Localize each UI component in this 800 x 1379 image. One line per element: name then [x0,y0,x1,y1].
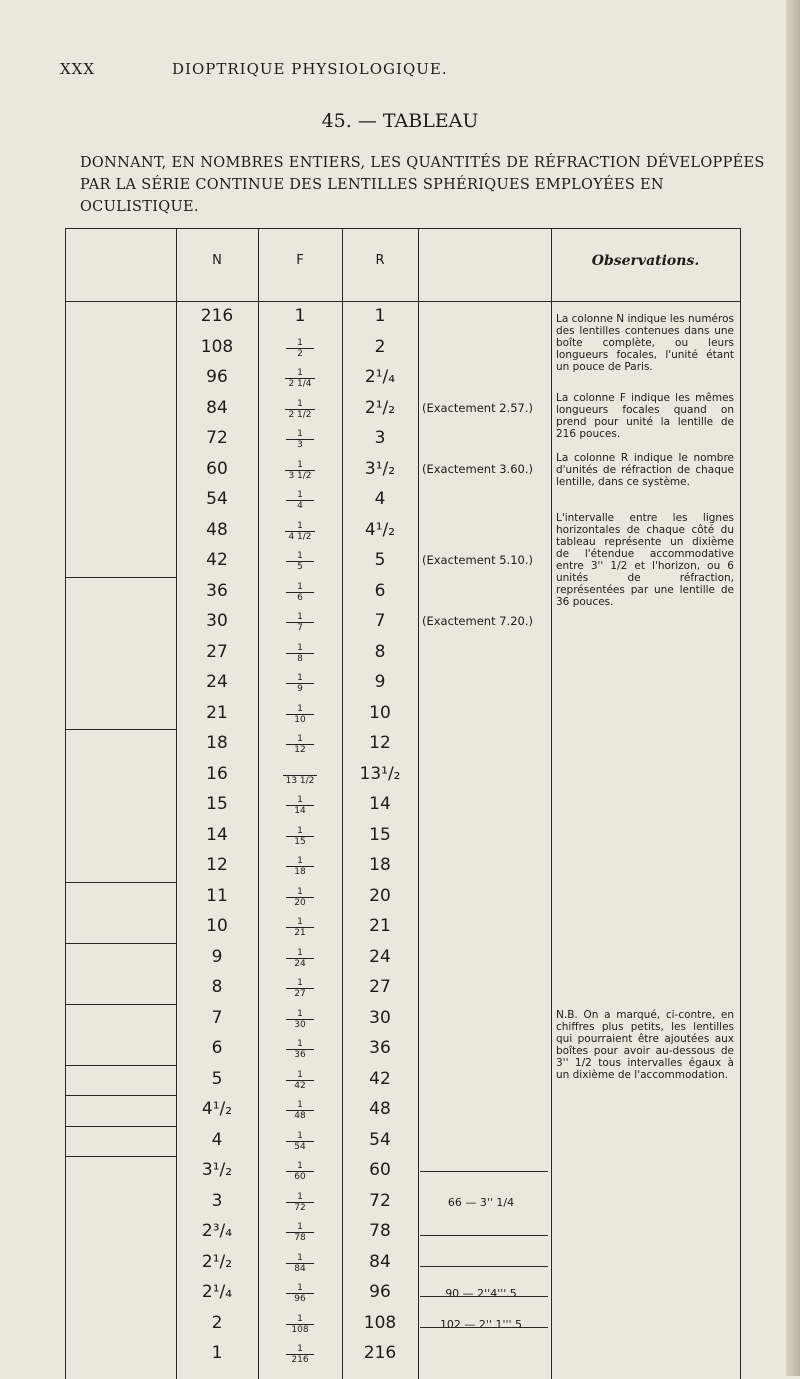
n-value: 2¹/₄ [201,1282,233,1302]
f-numerator: 1 [297,1039,303,1049]
f-numerator: 1 [297,642,303,653]
f-value [270,612,330,633]
n-value: 12 [206,855,228,875]
f-numerator: 1 [297,520,303,531]
n-value: 3¹/₂ [201,1160,233,1180]
f-numerator: 1 [297,1222,303,1232]
r-value: 4 [374,489,386,509]
n-value: 48 [206,519,228,540]
f-numerator: 1 [297,459,303,470]
exact-note: (Exactement 3.60.) [422,461,533,476]
n-value: 1 [211,1343,223,1363]
header-rule [66,301,740,302]
interval-rule [66,943,176,944]
f-value [270,826,330,847]
f-denominator: 13 1/2 [283,775,318,786]
interval-rule [66,577,176,578]
f-value [270,734,330,755]
f-numerator: 1 [297,703,303,714]
f-denominator: 6 [286,592,314,603]
r-value: 78 [369,1221,391,1241]
r-value: 72 [369,1190,391,1211]
n-value: 108 [200,336,234,357]
f-value [270,948,330,969]
accommodation-note: 90 — 2''4'''.5 [445,1287,517,1300]
f-numerator: 1 [297,886,303,897]
r-value: 36 [369,1038,391,1058]
interval-rule [420,1171,548,1172]
f-numerator: 1 [297,1252,303,1263]
f-value [270,917,330,938]
f-value [270,1222,330,1243]
interval-rule [66,1065,176,1066]
n-value: 11 [206,885,228,906]
f-denominator: 14 [286,805,314,816]
f-numerator: 1 [297,1161,303,1171]
f-numerator: 1 [297,612,303,622]
f-numerator: 1 [297,1130,303,1141]
interval-rule [420,1296,548,1297]
n-value: 16 [206,763,228,784]
f-denominator: 12 [286,744,314,755]
f-value [270,795,330,816]
f-numerator: 1 [297,1100,303,1110]
table-subtitle: DONNANT, EN NOMBRES ENTIERS, LES QUANTITÉS DE RÉFRACTION DÉVELOPPÉES PAR LA SÉRIE CONTINUE DES LENTILLES SPHÉRIQUES EMPLOYÉES EN OCULISTIQUE. [80,155,765,215]
r-value: 8 [374,641,386,662]
f-value [270,368,330,389]
f-numerator: 1 [297,429,303,439]
n-value: 24 [206,672,228,692]
f-denominator: 2 1/4 [285,378,314,389]
f-denominator: 78 [286,1232,314,1243]
n-value: 60 [206,458,228,479]
r-value: 5 [374,550,386,570]
r-value: 12 [369,733,391,753]
f-value [270,1344,330,1365]
f-numerator: 1 [297,917,303,927]
n-value: 42 [206,550,228,570]
f-denominator: 36 [286,1049,314,1060]
r-value: 42 [369,1068,391,1089]
accommodation-note: 66 — 3'' 1/4 [447,1195,515,1209]
r-value: 2¹/₄ [364,367,396,387]
interval-rule [66,1156,176,1157]
f-denominator: 15 [286,836,314,847]
column-divider [258,229,259,1379]
f-denominator: 20 [286,897,314,908]
f-denominator: 30 [286,1019,314,1030]
r-value: 7 [374,611,386,631]
r-value: 15 [369,824,391,845]
header-n: N [212,253,222,268]
column-divider [551,229,552,1379]
r-value: 13¹/₂ [359,763,401,784]
r-value: 9 [374,672,386,692]
f-value [270,1283,330,1304]
observation-n: La colonne N indique les numéros des lentilles contenues dans une boîte complète, ou leurs longueurs focales, l'unité étant un pouce de Paris. [556,313,734,373]
n-value: 21 [206,702,228,723]
n-value: 18 [206,733,228,753]
f-value [270,643,330,664]
interval-rule [66,1126,176,1127]
interval-rule [420,1235,548,1236]
r-value: 18 [369,855,391,875]
header-observations: Observations. [591,253,700,269]
f-numerator: 1 [297,734,303,744]
n-value: 5 [211,1068,223,1089]
n-value: 10 [206,916,228,936]
r-value: 24 [369,946,391,967]
n-value: 54 [206,489,228,509]
f-value [270,1009,330,1030]
f-denominator: 27 [286,988,314,999]
n-value: 36 [206,580,228,601]
r-value: 27 [369,977,391,997]
f-denominator: 96 [286,1293,314,1304]
n-value: 6 [211,1038,223,1058]
r-value: 60 [369,1160,391,1180]
n-value: 96 [206,367,228,387]
r-value: 96 [369,1282,391,1302]
n-value: 8 [211,977,223,997]
f-denominator: 108 [286,1324,314,1335]
table-title: 45. — TABLEAU [321,110,479,132]
f-value: 1 [294,306,306,326]
f-value [270,673,330,694]
r-value: 3¹/₂ [364,458,396,479]
f-numerator: 1 [297,1191,303,1202]
f-numerator: 1 [297,856,303,866]
r-value: 54 [369,1129,391,1150]
n-value: 9 [211,946,223,967]
n-value: 2³/₄ [201,1221,233,1241]
f-denominator: 84 [286,1263,314,1274]
f-value [270,490,330,511]
r-value: 216 [363,1343,397,1363]
exact-note: (Exactement 7.20.) [422,614,533,628]
n-value: 3 [211,1190,223,1211]
f-value [270,1070,330,1091]
interval-rule [66,729,176,730]
n-value: 4¹/₂ [201,1099,233,1119]
interval-rule [66,882,176,883]
f-denominator: 48 [286,1110,314,1121]
refraction-table [65,228,741,1379]
n-value: 27 [206,641,228,662]
f-numerator: 1 [297,978,303,988]
f-numerator: 1 [297,673,303,683]
r-value: 108 [363,1312,397,1333]
interval-rule [420,1266,548,1267]
observation-r: La colonne R indique le nombre d'unités de réfraction de chaque lentille, dans ce système. [556,452,734,488]
f-numerator: 1 [297,947,303,958]
f-denominator: 54 [286,1141,314,1152]
f-numerator: 1 [297,1008,303,1019]
f-numerator: 1 [297,1283,303,1293]
f-numerator: 1 [297,1069,303,1080]
f-numerator: 1 [297,581,303,592]
r-value: 2¹/₂ [364,397,396,418]
n-value: 2 [211,1312,223,1333]
exact-note: (Exactement 5.10.) [422,553,533,567]
n-value: 14 [206,824,228,845]
f-value [270,887,330,908]
r-value: 21 [369,916,391,936]
page-number: XXX [60,60,96,78]
f-denominator: 7 [286,622,314,633]
f-denominator: 2 [286,348,314,359]
interval-rule [66,1095,176,1096]
observation-nb: N.B. On a marqué, ci-contre, en chiffres plus petits, les lentilles qui pourraient être ajoutées aux boîtes pour avoir au-dessous de 3'' 1/2 tous intervalles égaux à un dixième de l'accommodation. [556,1009,734,1081]
column-divider [342,229,343,1379]
r-value: 10 [369,702,391,723]
f-value [270,429,330,450]
column-divider [418,229,419,1379]
f-value [270,1314,330,1335]
r-value: 1 [374,306,386,326]
n-value: 15 [206,794,228,814]
f-value [270,521,330,542]
f-value [270,460,330,481]
f-numerator: 1 [297,337,303,348]
f-numerator: 1 [297,368,303,378]
f-value [270,856,330,877]
f-value [270,1100,330,1121]
f-value [270,704,330,725]
r-value: 3 [374,428,386,448]
r-value: 30 [369,1007,391,1028]
n-value: 2¹/₂ [201,1251,233,1272]
r-value: 6 [374,580,386,601]
f-value [270,582,330,603]
r-value: 48 [369,1099,391,1119]
f-denominator: 2 1/2 [285,409,314,420]
f-numerator: 1 [297,490,303,500]
f-denominator: 216 [286,1354,314,1365]
f-denominator: 21 [286,927,314,938]
f-value [270,399,330,420]
f-value [270,1039,330,1060]
r-value: 84 [369,1251,391,1272]
f-numerator: 1 [297,1344,303,1354]
observation-interval: L'intervalle entre les lignes horizontales de chaque côté du tableau représente un dixième de l'étendue accommodative entre 3'' 1/2 et l'horizon, ou 6 unités de réfraction, représentées par une lentille de 36 pouces. [556,512,734,608]
r-value: 20 [369,885,391,906]
f-numerator: 1 [297,825,303,836]
f-numerator [270,765,330,775]
n-value: 30 [206,611,228,631]
f-value [270,765,330,786]
f-numerator: 1 [297,398,303,409]
f-denominator: 4 1/2 [285,531,314,542]
f-denominator: 24 [286,958,314,969]
page-edge [786,0,800,1376]
f-denominator: 3 1/2 [285,470,314,481]
interval-rule [420,1327,548,1328]
interval-rule [66,1004,176,1005]
r-value: 14 [369,794,391,814]
n-value: 72 [206,428,228,448]
f-value [270,1253,330,1274]
n-value: 216 [200,306,234,326]
f-denominator: 3 [286,439,314,450]
f-value [270,1131,330,1152]
f-value [270,1192,330,1213]
r-value: 2 [374,336,386,357]
f-denominator: 5 [286,561,314,572]
f-denominator: 10 [286,714,314,725]
r-value: 4¹/₂ [364,519,396,540]
f-denominator: 8 [286,653,314,664]
f-numerator: 1 [297,1313,303,1324]
running-title: DIOPTRIQUE PHYSIOLOGIQUE. [172,60,448,78]
f-denominator: 72 [286,1202,314,1213]
f-value [270,978,330,999]
f-value [270,338,330,359]
f-denominator: 42 [286,1080,314,1091]
n-value: 4 [211,1129,223,1150]
f-denominator: 60 [286,1171,314,1182]
f-value [270,551,330,572]
n-value: 7 [211,1007,223,1028]
f-numerator: 1 [297,551,303,561]
accommodation-note: 102 — 2'' 1'''.5 [439,1317,523,1331]
f-denominator: 9 [286,683,314,694]
header-f: F [296,253,304,268]
f-value [270,1161,330,1182]
n-value: 84 [206,397,228,418]
f-denominator: 18 [286,866,314,877]
exact-note: (Exactement 2.57.) [422,400,533,415]
f-numerator: 1 [297,795,303,805]
observation-f: La colonne F indique les mêmes longueurs focales quand on prend pour unité la lentille de 216 pouces. [556,392,734,440]
header-r: R [375,253,385,268]
column-divider [176,229,177,1379]
f-denominator: 4 [286,500,314,511]
